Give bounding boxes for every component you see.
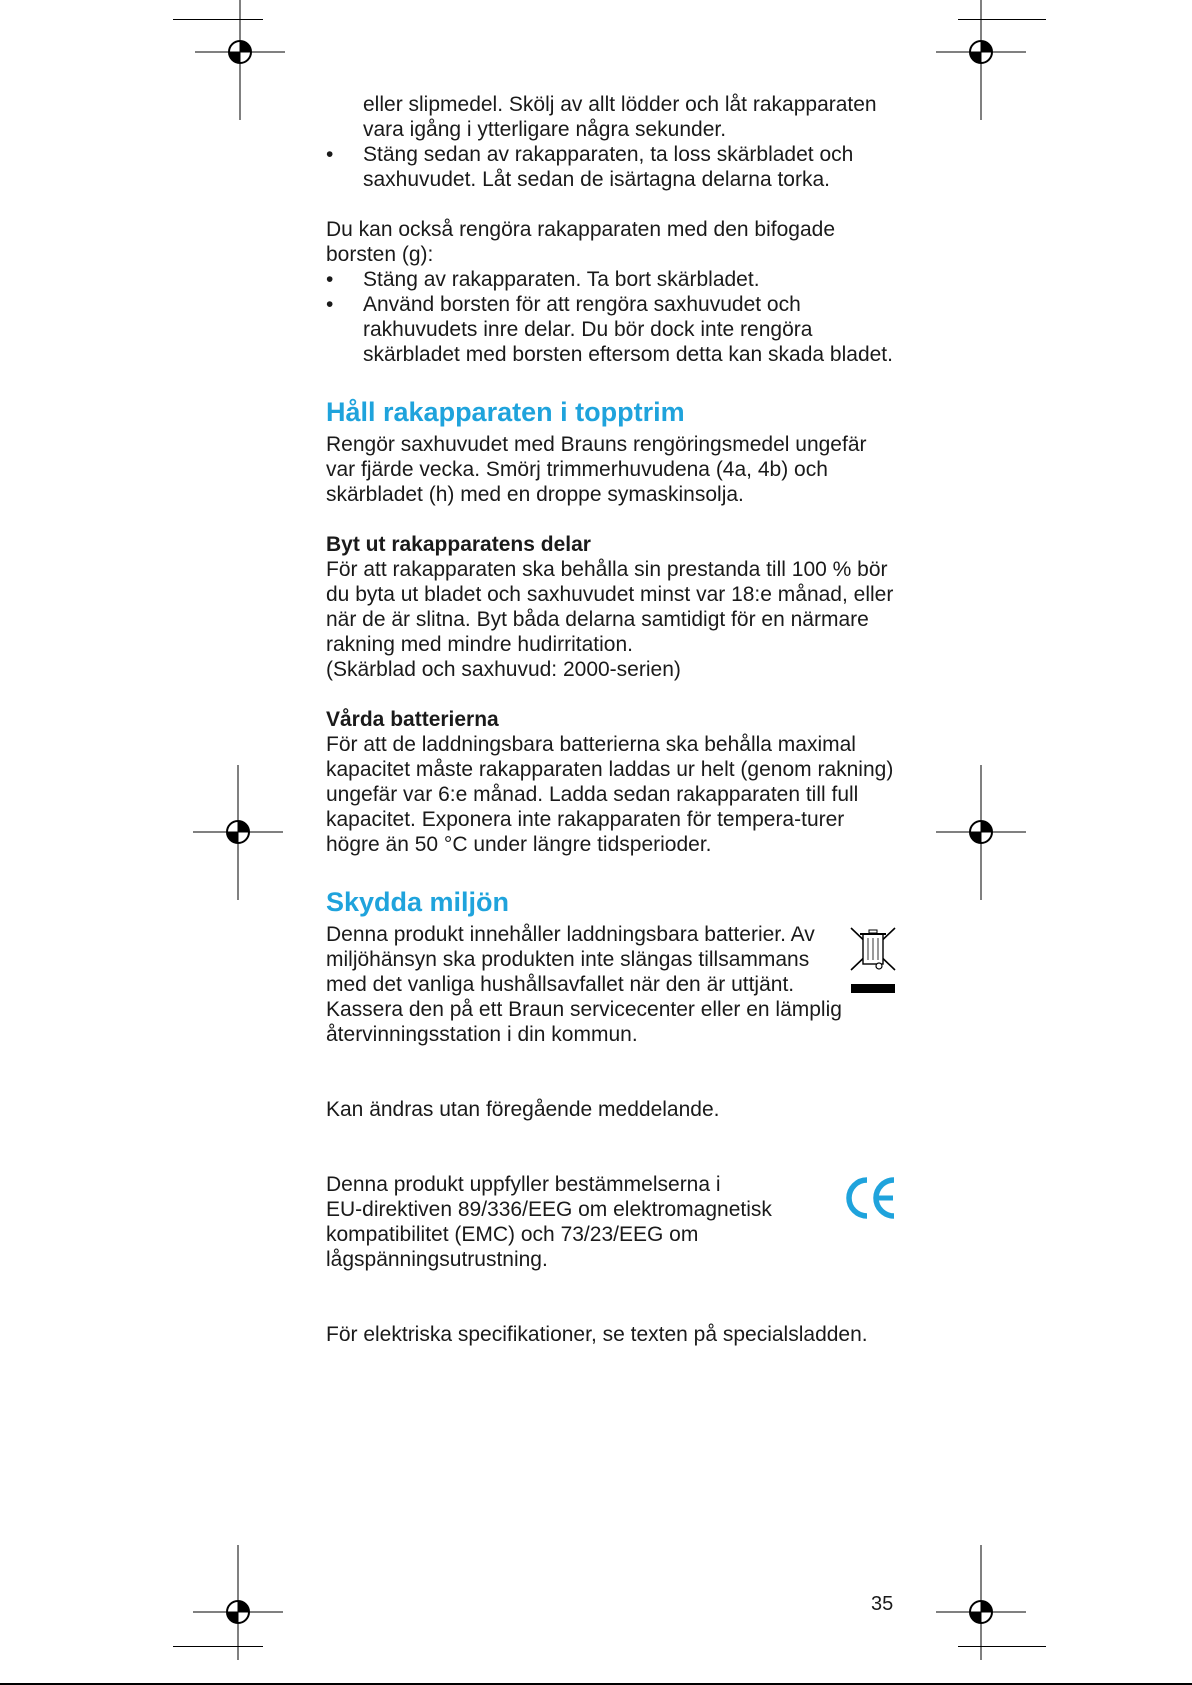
battery-paragraph: För att de laddningsbara batterierna ska behålla maximal kapacitet måste rakapparaten laddas ur helt (genom rakning) ungefär var 6:e månad. Ladda sedan rakapparaten till full kapacitet. Exponera inte rakapparaten för tempera-turer högre än 50 °C under längre tidsperioder. xyxy=(326,733,894,856)
environment-heading: Skydda miljön xyxy=(326,887,510,917)
bullet-dot: • xyxy=(326,293,334,316)
registration-mark-bottom-left-icon xyxy=(193,1545,283,1685)
page-number: 35 xyxy=(871,1593,894,1615)
environment-line: med det vanliga hushållsavfallet när den är uttjänt. xyxy=(326,973,795,996)
environment-line: Denna produkt innehåller laddningsbara batterier. Av xyxy=(326,923,815,946)
page-content xyxy=(326,92,896,1347)
parts-reference: (Skärblad och saxhuvud: 2000-serien) xyxy=(326,658,681,681)
parts-paragraph: För att rakapparaten ska behålla sin prestanda till 100 % bör du byta ut bladet och saxhuvudet minst var 18:e månad, eller när de är slitna. Byt båda delarna samtidigt för en närmare rakning med mindre hudirritation. xyxy=(326,558,894,656)
environment-block xyxy=(326,922,896,1047)
electrical-note: För elektriska specifikationer, se texten på specialsladden. xyxy=(326,1323,868,1346)
bullet-dot: • xyxy=(326,143,334,166)
change-notice: Kan ändras utan föregående meddelande. xyxy=(326,1098,720,1121)
environment-line: miljöhänsyn ska produkten inte slängas tillsammans xyxy=(326,948,810,971)
parts-heading: Byt ut rakapparatens delar xyxy=(326,533,591,556)
crossed-out-wheelie-bin-icon xyxy=(848,924,898,994)
registration-mark-mid-left-icon xyxy=(193,765,283,905)
crop-line-bottom-right xyxy=(958,1646,1046,1647)
ce-mark-icon xyxy=(845,1174,897,1222)
maintenance-heading: Håll rakapparaten i topptrim xyxy=(326,397,685,427)
intro-bullet-text: Stäng sedan av rakapparaten, ta loss skärbladet och saxhuvudet. Låt sedan de isärtagna delarna torka. xyxy=(363,143,854,191)
environment-line: återvinningsstation i din kommun. xyxy=(326,1023,638,1046)
brush-bullet-text: Använd borsten för att rengöra saxhuvudet och rakhuvudets inre delar. Du bör dock inte rengöra skärbladet med borsten eftersom detta kan skada bladet. xyxy=(363,293,893,366)
brush-lead-paragraph: Du kan också rengöra rakapparaten med den bifogade borsten (g): xyxy=(326,218,836,266)
ce-line: lågspänningsutrustning. xyxy=(326,1248,548,1271)
battery-heading: Vårda batterierna xyxy=(326,708,499,731)
crop-line-top-left xyxy=(173,19,263,20)
brush-bullet-item xyxy=(326,292,896,367)
brush-bullet-text: Stäng av rakapparaten. Ta bort skärbladet. xyxy=(363,268,760,291)
registration-mark-top-right-icon xyxy=(936,0,1026,140)
environment-line: Kassera den på ett Braun servicecenter eller en lämplig xyxy=(326,998,842,1021)
bullet-dot: • xyxy=(326,268,334,291)
ce-block xyxy=(326,1172,896,1272)
brush-bullet-item xyxy=(326,267,896,292)
registration-mark-top-left-icon xyxy=(195,0,285,140)
intro-continuation: eller slipmedel. Skölj av allt lödder och låt rakapparaten vara igång i ytterligare några sekunder. xyxy=(363,93,877,141)
registration-mark-mid-right-icon xyxy=(936,765,1026,905)
crop-line-bottom-left xyxy=(173,1646,263,1647)
ce-line: EU-direktiven 89/336/EEG om elektromagnetisk xyxy=(326,1198,772,1221)
intro-bullet-item xyxy=(326,142,896,192)
registration-mark-bottom-right-icon xyxy=(936,1545,1026,1685)
ce-line: Denna produkt uppfyller bestämmelserna i xyxy=(326,1173,721,1196)
ce-line: kompatibilitet (EMC) och 73/23/EEG om xyxy=(326,1223,699,1246)
crop-line-top-right xyxy=(958,19,1046,20)
maintenance-paragraph: Rengör saxhuvudet med Brauns rengöringsmedel ungefär var fjärde vecka. Smörj trimmerhuvudena (4a, 4b) och skärbladet (h) med en droppe symaskinsolja. xyxy=(326,433,867,506)
